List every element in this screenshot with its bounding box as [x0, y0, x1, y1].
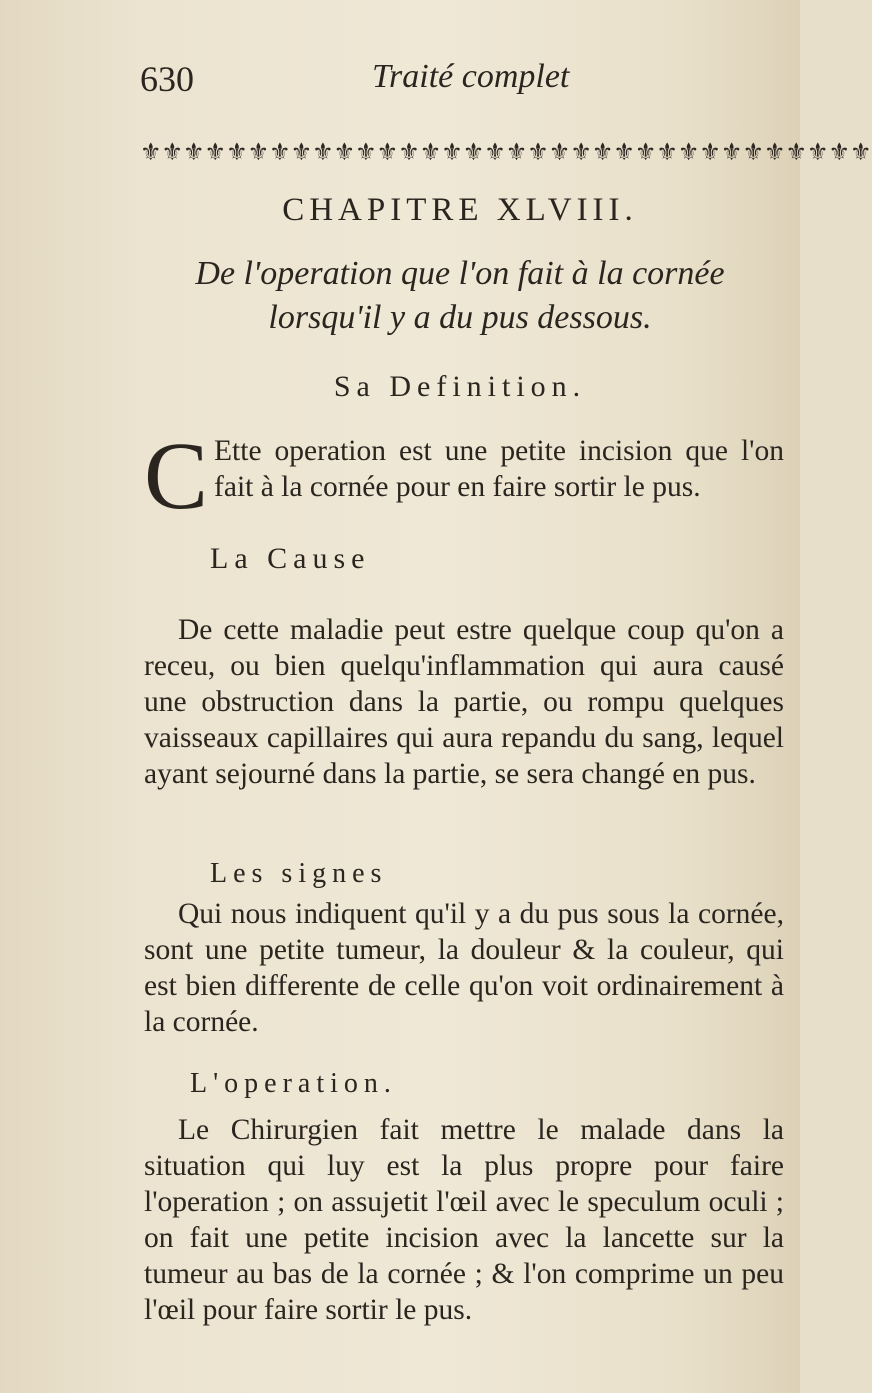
section-heading-operation: L'operation. [190, 1068, 397, 1099]
section-heading-cause: La Cause [210, 542, 371, 575]
fleuron-icon: ⚜ [505, 138, 528, 166]
fleuron-icon: ⚜ [527, 138, 549, 166]
fleuron-icon: ⚜ [634, 138, 657, 166]
fleuron-icon: ⚜ [441, 138, 463, 166]
fleuron-icon: ⚜ [720, 138, 743, 166]
chapter-title: CHAPITRE XLVIII. [282, 192, 638, 228]
fleuron-icon: ⚜ [806, 138, 829, 166]
fleuron-icon: ⚜ [161, 138, 184, 166]
fleuron-icon: ⚜ [312, 138, 334, 166]
fleuron-icon: ⚜ [677, 138, 700, 166]
fleuron-icon: ⚜ [570, 138, 592, 166]
running-head: Traité complet [372, 58, 570, 95]
page-header [140, 58, 780, 108]
paragraph-definition [144, 422, 784, 529]
fleuron-icon: ⚜ [247, 138, 270, 166]
fleuron-icon: ⚜ [591, 138, 614, 166]
paragraph-cause: De cette maladie peut estre quelque coup qu'on a receu, ou bien quelqu'inflammation qui aura causé une obstruction dans la partie, ou rompu quelques vaisseaux capillaires qui aura repandu du sang, lequel ayant sejourné dans la partie, se sera changé en pus. [144, 614, 784, 790]
fleuron-icon: ⚜ [763, 138, 786, 166]
section-heading-definition: Sa Definition. [333, 370, 587, 403]
fleuron-icon: ⚜ [699, 138, 721, 166]
chapter-subtitle-line-1: De l'operation que l'on fait à la cornée [195, 255, 725, 292]
chapter-subtitle-line-2: lorsqu'il y a du pus dessous. [268, 299, 652, 336]
chapter-subtitle [140, 252, 780, 340]
section-heading-signs: Les signes [210, 858, 388, 889]
fleuron-icon: ⚜ [269, 138, 291, 166]
fleuron-icon: ⚜ [613, 138, 635, 166]
fleuron-icon: ⚜ [355, 138, 377, 166]
fleuron-icon: ⚜ [140, 138, 162, 166]
fleuron-icon: ⚜ [828, 138, 851, 166]
fleuron-icon: ⚜ [333, 138, 356, 166]
fleuron-icon: ⚜ [183, 138, 205, 166]
fleuron-icon: ⚜ [398, 138, 420, 166]
fleuron-icon: ⚜ [226, 138, 248, 166]
fleuron-icon: ⚜ [850, 138, 872, 166]
fleuron-icon: ⚜ [742, 138, 764, 166]
paragraph-operation: Le Chirurgien fait mettre le malade dans la situation qui luy est la plus propre pour faire l'operation ; on assujetit l'œil avec le speculum oculi ; on fait une petite incision avec la lancette sur la tumeur au bas de la cornée ; & l'on comprime un peu l'œil pour faire sortir le pus. [144, 1114, 784, 1326]
fleuron-icon: ⚜ [376, 138, 399, 166]
fleuron-icon: ⚜ [290, 138, 313, 166]
paragraph-definition-text: Ette operation est une petite incision que l'on fait à la cornée pour en faire sortir le pus. [214, 435, 784, 503]
fleuron-icon: ⚜ [462, 138, 485, 166]
fleuron-icon: ⚜ [204, 138, 227, 166]
drop-cap: C [144, 422, 209, 529]
fleuron-icon: ⚜ [419, 138, 442, 166]
fleuron-ornament-band [140, 132, 872, 172]
fleuron-icon: ⚜ [484, 138, 506, 166]
fleuron-icon: ⚜ [656, 138, 678, 166]
fleuron-icon: ⚜ [548, 138, 571, 166]
paragraph-signs: Qui nous indiquent qu'il y a du pus sous la cornée, sont une petite tumeur, la douleur & la couleur, qui est bien differente de celle qu'on voit ordinairement à la cornée. [144, 898, 784, 1038]
page-number: 630 [140, 59, 194, 99]
fleuron-icon: ⚜ [785, 138, 807, 166]
